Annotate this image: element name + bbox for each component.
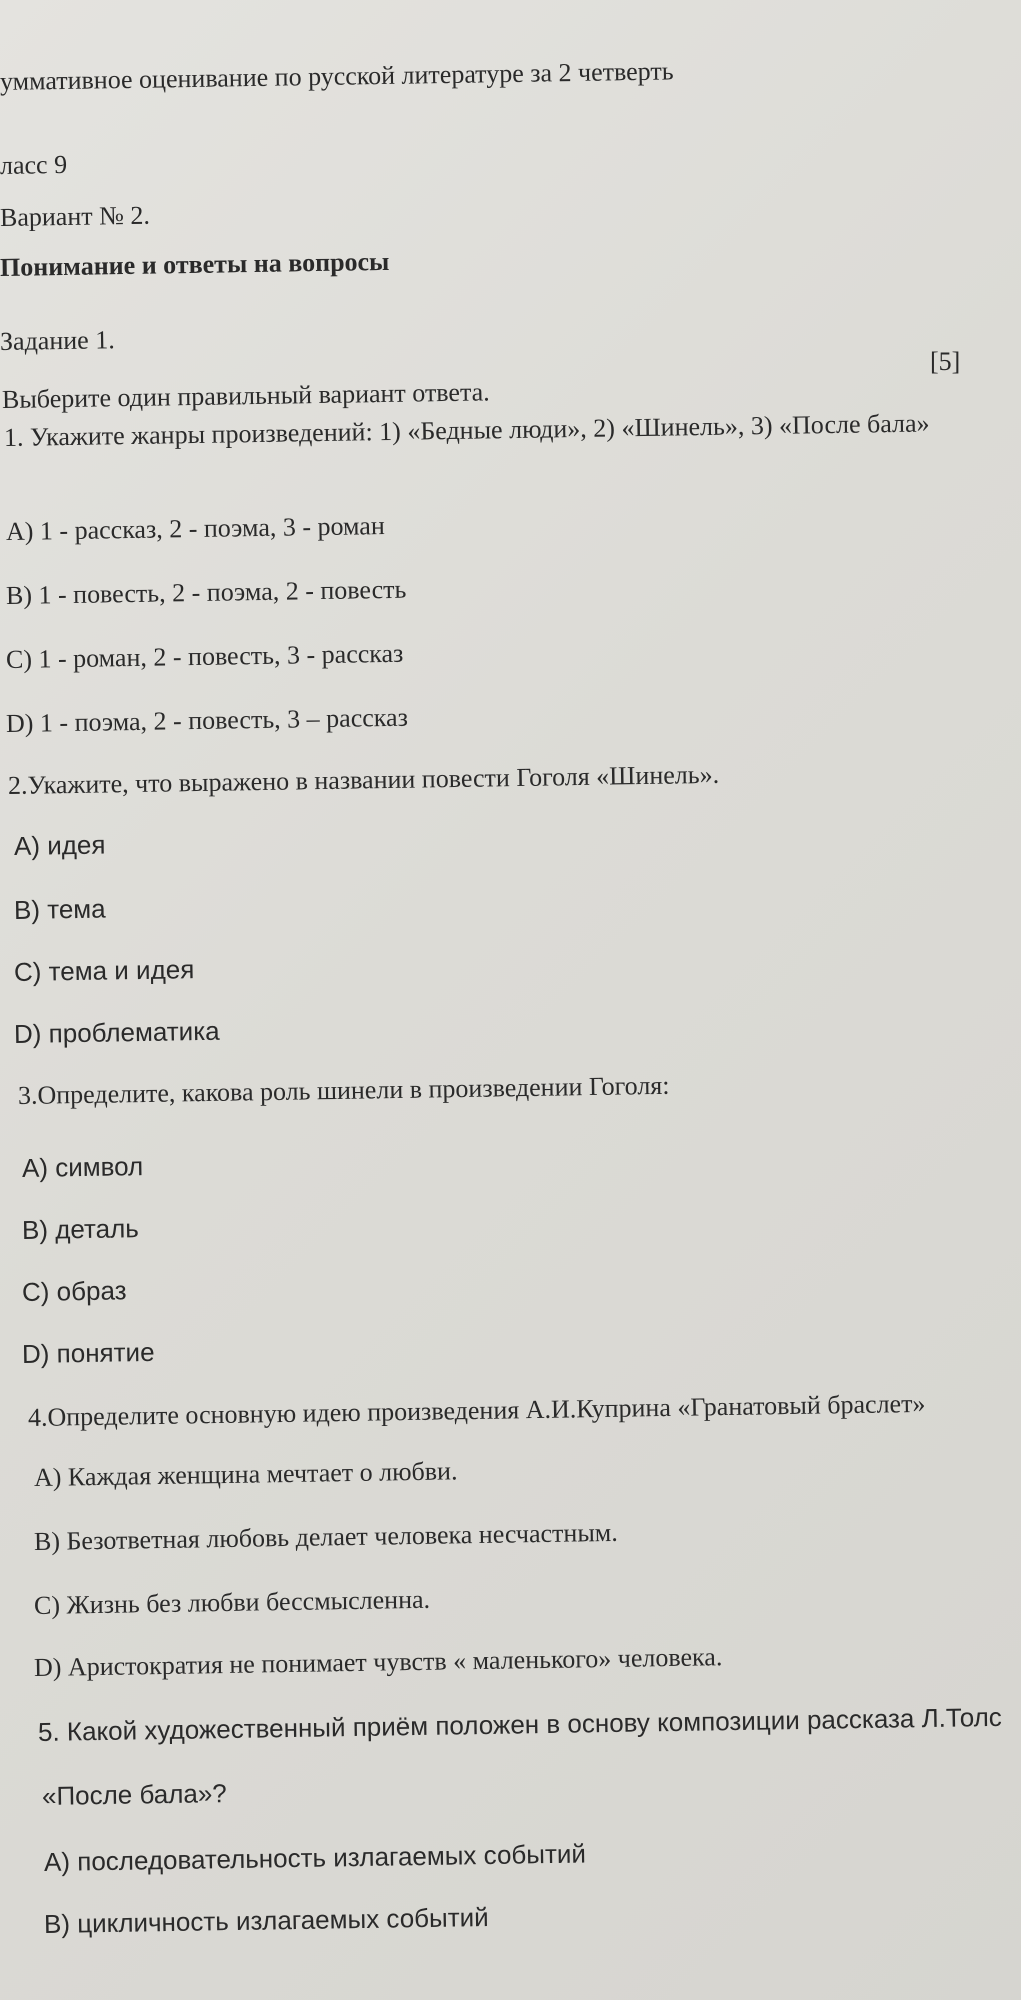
- question-2-option-c: C) тема и идея: [13, 954, 195, 987]
- question-5-option-b: B) цикличность излагаемых событий: [43, 1902, 489, 1939]
- question-4-option-a: A) Каждая женщина мечтает о любви.: [33, 1456, 458, 1492]
- question-1-option-b: B) 1 - повесть, 2 - поэма, 2 - повесть: [5, 574, 407, 610]
- question-1-option-a: A) 1 - рассказ, 2 - поэма, 3 - роман: [5, 511, 385, 546]
- question-1-option-d: D) 1 - поэма, 2 - повесть, 3 – рассказ: [5, 702, 409, 738]
- section-heading: Понимание и ответы на вопросы: [0, 246, 390, 282]
- question-5-option-a: A) последовательность излагаемых событий: [43, 1838, 587, 1877]
- question-4-option-d: D) Аристократия не понимает чувств « маленького» человека.: [33, 1642, 723, 1682]
- task-label: Задание 1.: [0, 325, 115, 356]
- question-1-option-c: C) 1 - роман, 2 - повесть, 3 - рассказ: [5, 638, 404, 674]
- question-5: 5. Какой художественный приём положен в основу композиции рассказа Л.Толс: [37, 1701, 1003, 1747]
- class-label: ласс 9: [0, 149, 68, 180]
- question-2-option-a: A) идея: [13, 829, 106, 861]
- variant-label: Вариант № 2.: [0, 200, 151, 232]
- question-1: 1. Укажите жанры произведений: 1) «Бедные люди», 2) «Шинель», 3) «После бала»: [3, 408, 930, 452]
- question-3-option-a: A) символ: [21, 1151, 144, 1183]
- document-title: уммативное оценивание по русской литературе за 2 четверть: [0, 56, 674, 96]
- question-3: 3.Определите, какова роль шинели в произведении Гоголя:: [17, 1070, 670, 1110]
- question-4-option-b: B) Безответная любовь делает человека несчастным.: [33, 1517, 618, 1556]
- question-2-option-d: D) проблематика: [13, 1015, 220, 1049]
- question-4: 4.Определите основную идею произведения А.И.Куприна «Гранатовый браслет»: [27, 1388, 926, 1432]
- question-3-option-c: C) образ: [21, 1275, 127, 1307]
- question-2-option-b: B) тема: [13, 893, 106, 925]
- question-3-option-d: D) понятие: [21, 1336, 155, 1369]
- question-4-option-c: C) Жизнь без любви бессмысленна.: [33, 1584, 431, 1620]
- instruction-text: Выберите один правильный вариант ответа.: [1, 377, 490, 414]
- score-badge: [5]: [930, 347, 961, 376]
- question-5-continuation: «После бала»?: [41, 1778, 227, 1811]
- question-3-option-b: B) деталь: [21, 1213, 140, 1245]
- question-2: 2.Укажите, что выражено в названии повести Гоголя «Шинель».: [7, 759, 720, 800]
